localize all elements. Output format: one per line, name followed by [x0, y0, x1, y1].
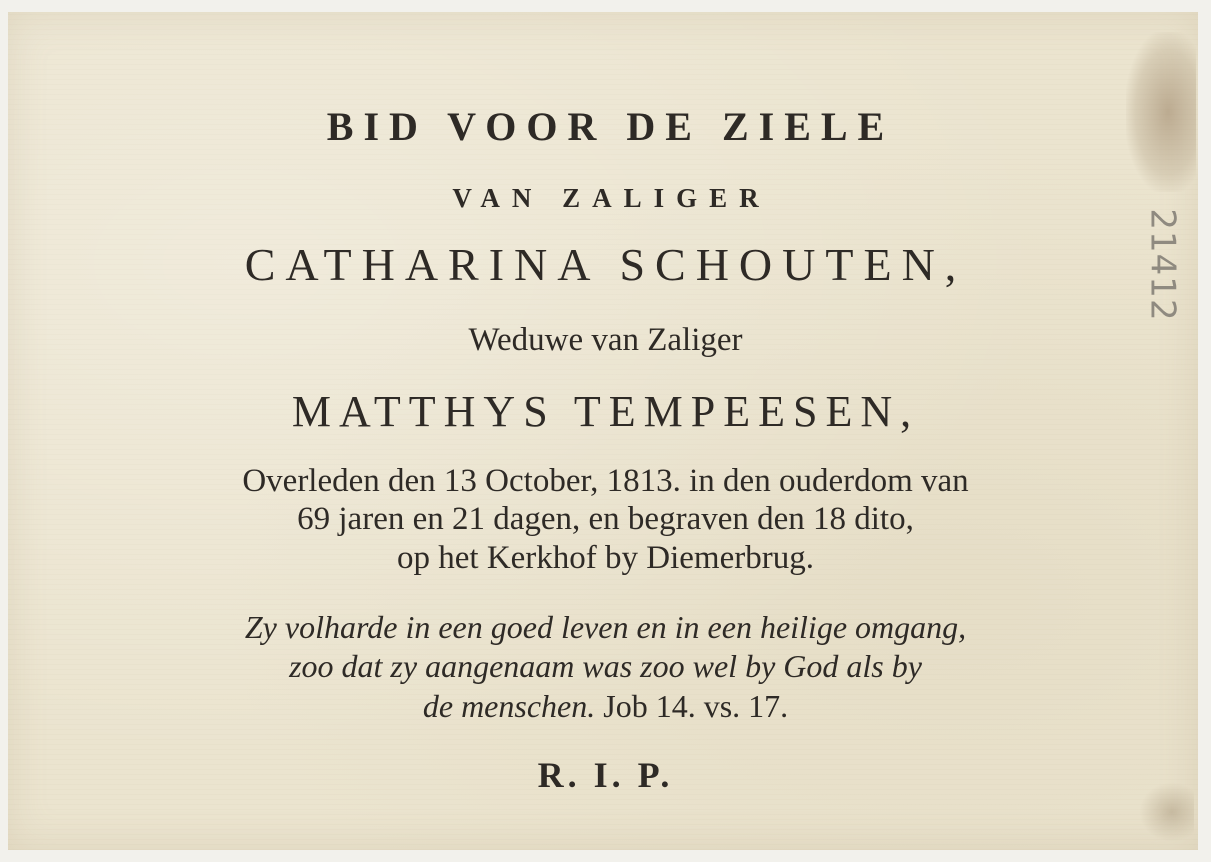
verse-line-3-text: de menschen. [422, 688, 596, 724]
deceased-name: CATHARINA SCHOUTEN, [244, 239, 967, 290]
heading-line-1: BID VOOR DE ZIELE [326, 104, 895, 149]
burial-place: op het Kerkhof by Diemerbrug. [397, 540, 814, 576]
catalog-number: 21412 [1143, 208, 1184, 322]
verse-line-1: Zy volharde in een goed leven en in een heilige omgang, [244, 609, 967, 645]
heading-line-2: VAN ZALIGER [452, 183, 771, 213]
rip-closing: R. I. P. [537, 755, 674, 795]
spouse-name: MATTHYS TEMPEESEN, [291, 387, 920, 436]
death-details-line-2: 69 jaren en 21 dagen, en begraven den 18 dito, [297, 501, 914, 537]
verse-reference: Job 14. vs. 17. [603, 688, 789, 724]
verse-line-2: zoo dat zy aangenaam was zoo wel by God als by [289, 648, 922, 684]
death-details-line-1: Overleden den 13 October, 1813. in den ouderdom van [242, 463, 969, 499]
verse-line-3 [0, 688, 1211, 725]
widow-of-text: Weduwe van Zaliger [468, 322, 743, 358]
